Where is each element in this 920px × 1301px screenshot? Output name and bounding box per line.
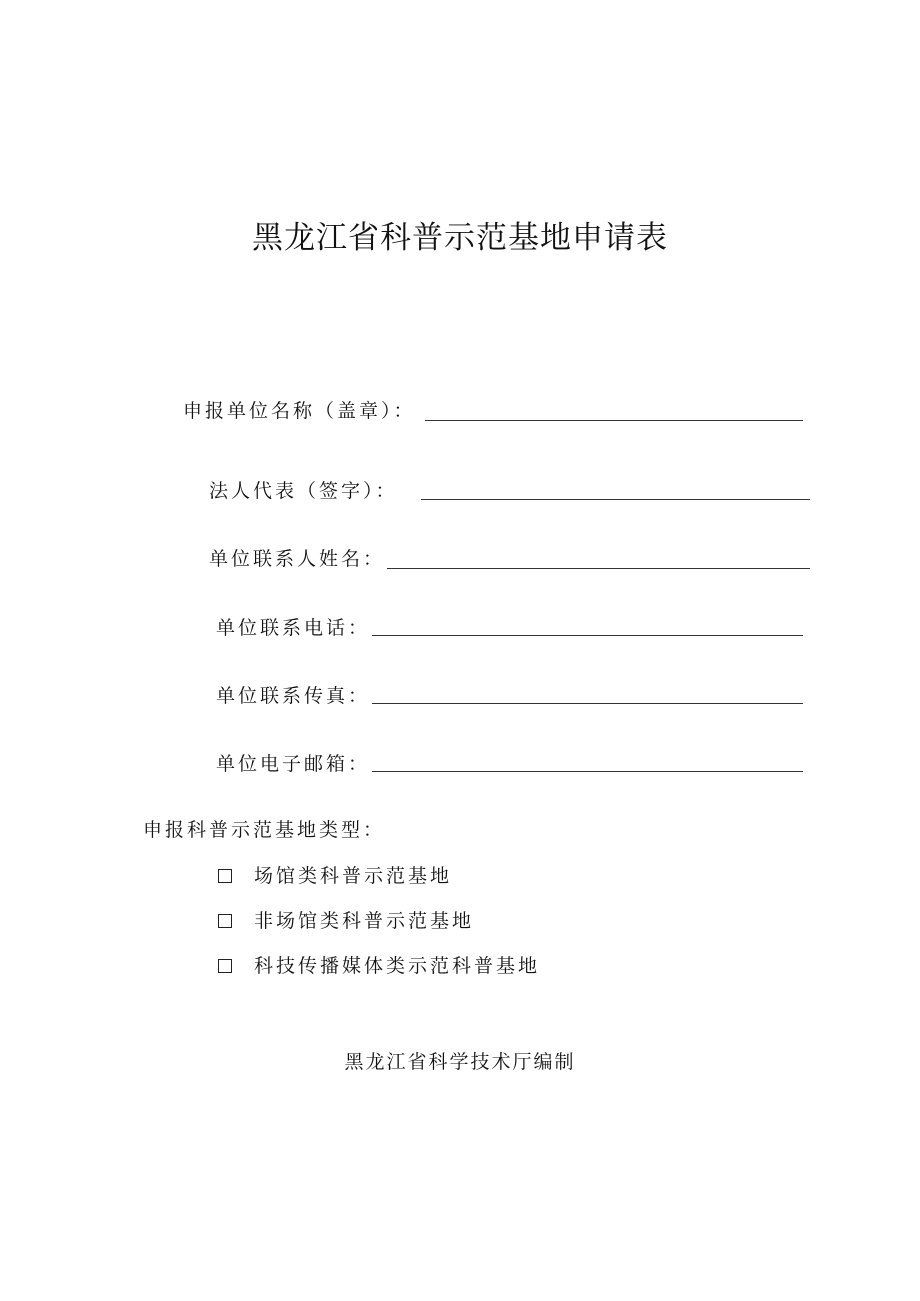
field-label-contact-name: 单位联系人姓名： (209, 548, 386, 570)
contact-name-input-line[interactable] (387, 568, 810, 569)
field-label-applicant-unit: 申报单位名称（盖章）： (183, 400, 416, 422)
field-label-email: 单位电子邮箱： (216, 753, 371, 775)
option-non-venue-base[interactable] (218, 907, 474, 935)
base-type-heading: 申报科普示范基地类型： (143, 819, 386, 841)
option-label: 科技传播媒体类示范科普基地 (254, 955, 541, 977)
option-venue-base[interactable] (218, 862, 452, 890)
compiler-footer: 黑龙江省科学技术厅编制 (344, 1051, 576, 1073)
checkbox-venue-base[interactable] (218, 869, 232, 883)
legal-representative-input-line[interactable] (421, 499, 810, 500)
checkbox-media-base[interactable] (218, 959, 232, 973)
field-label-contact-phone: 单位联系电话： (216, 617, 371, 639)
contact-phone-input-line[interactable] (372, 635, 803, 636)
option-media-base[interactable] (218, 952, 540, 980)
option-label: 场馆类科普示范基地 (254, 865, 453, 887)
contact-fax-input-line[interactable] (372, 703, 803, 704)
field-label-legal-representative: 法人代表（签字）： (209, 480, 398, 502)
page-title: 黑龙江省科普示范基地申请表 (252, 220, 668, 256)
field-label-contact-fax: 单位联系传真： (216, 685, 371, 707)
email-input-line[interactable] (372, 771, 803, 772)
applicant-unit-input-line[interactable] (425, 420, 803, 421)
option-label: 非场馆类科普示范基地 (254, 910, 475, 932)
checkbox-non-venue-base[interactable] (218, 914, 232, 928)
